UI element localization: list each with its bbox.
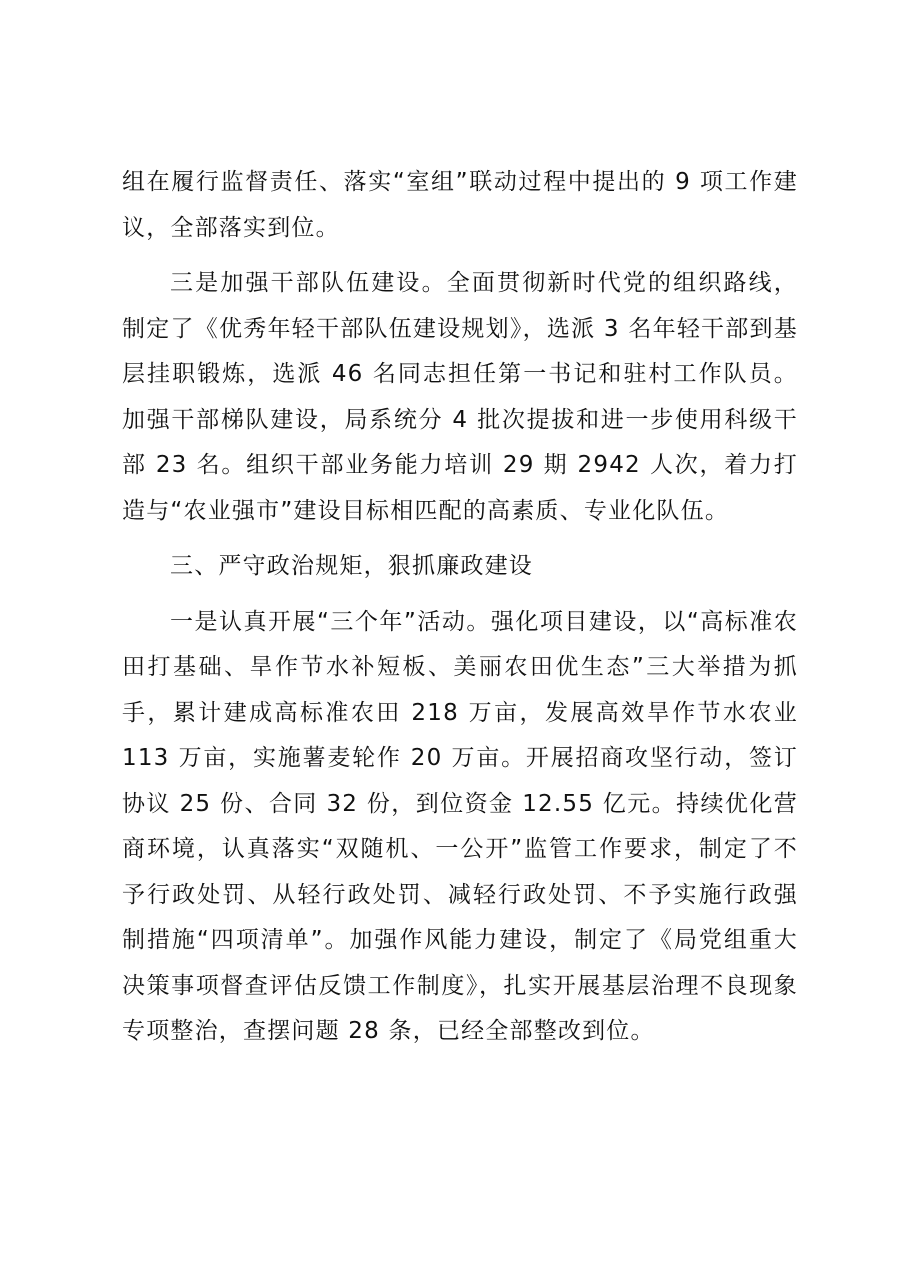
section-heading-political-rules: 三、严守政治规矩，狠抓廉政建设 xyxy=(170,553,533,579)
paragraph-cadre-building: 三是加强干部队伍建设。全面贯彻新时代党的组织路线，制定了《优秀年轻干部队伍建设规划》，选派 3 名年轻干部到基层挂职锻炼，选派 46 名同志担任第一书记和驻村工作队员。加强干部梯队建设，局系统分 4 批次提拔和进一步使用科级干部 23 名。组织干部业务能力培训 29 期 2942 人次，着力打造与“农业强市”建设目标相匹配的高素质、专业化队伍。 xyxy=(122,270,798,524)
paragraph-continuation: 组在履行监督责任、落实“室组”联动过程中提出的 9 项工作建议，全部落实到位。 xyxy=(122,169,798,241)
document-body xyxy=(122,160,798,1065)
paragraph-three-years-activity: 一是认真开展“三个年”活动。强化项目建设，以“高标准农田打基础、旱作节水补短板、美丽农田优生态”三大举措为抓手，累计建成高标准农田 218 万亩，发展高效旱作节水农业 113 万亩，实施薯麦轮作 20 万亩。开展招商攻坚行动，签订协议 25 份、合同 32 份，到位资金 12.55 亿元。持续优化营商环境，认真落实“双随机、一公开”监管工作要求，制定了不予行政处罚、从轻行政处罚、减轻行政处罚、不予实施行政强制措施“四项清单”。加强作风能力建设，制定了《局党组重大决策事项督查评估反馈工作制度》，扎实开展基层治理不良现象专项整治，查摆问题 28 条，已经全部整改到位。 xyxy=(122,608,798,1044)
